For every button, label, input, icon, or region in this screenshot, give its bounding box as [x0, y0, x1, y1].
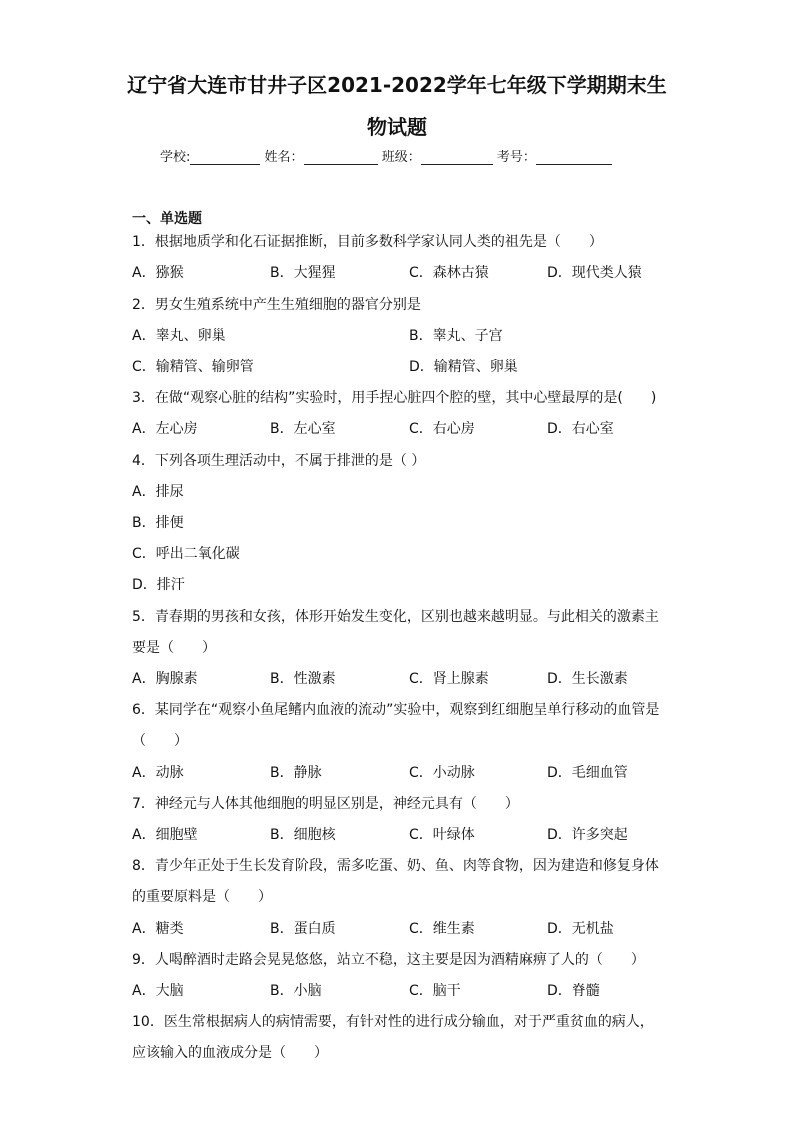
question-10-line2: 应该输入的血液成分是（ ） — [132, 1045, 328, 1061]
question-8-line2: 的重要原料是（ ） — [132, 889, 272, 905]
q2-option-d: D．输精管、卵巢 — [409, 359, 518, 375]
number-blank — [536, 150, 612, 165]
q7-option-a: A．细胞壁 — [132, 827, 198, 843]
q4-option-a: A．排尿 — [132, 484, 184, 500]
q1-option-c: C．森林古猿 — [409, 265, 489, 281]
school-blank — [190, 150, 260, 165]
q8-option-a: A．糖类 — [132, 921, 184, 937]
q6-option-b: B．静脉 — [270, 765, 322, 781]
q7-option-c: C．叶绿体 — [409, 827, 475, 843]
q1-option-d: D．现代类人猿 — [547, 265, 642, 281]
q3-option-d: D．右心室 — [547, 421, 614, 437]
q4-option-d: D．排汗 — [132, 577, 185, 593]
q5-option-b: B．性激素 — [270, 671, 336, 687]
q2-option-c: C．输精管、输卵管 — [132, 359, 254, 375]
q6-option-d: D．毛细血管 — [547, 765, 628, 781]
q6-option-c: C．小动脉 — [409, 765, 475, 781]
exam-title-line1: 辽宁省大连市甘井子区2021-2022学年七年级下学期期末生 — [127, 73, 667, 97]
number-label: 考号： — [496, 150, 536, 165]
q9-option-a: A．大脑 — [132, 983, 184, 999]
q2-option-a: A．睾丸、卵巢 — [132, 328, 226, 344]
q5-option-d: D．生长激素 — [547, 671, 628, 687]
q9-option-c: C．脑干 — [409, 983, 461, 999]
q2-option-b: B．睾丸、子宫 — [409, 328, 503, 344]
question-1: 1．根据地质学和化石证据推断，目前多数科学家认同人类的祖先是（ ） — [132, 234, 603, 250]
q3-option-b: B．左心室 — [270, 421, 336, 437]
question-10-line1: 10．医生常根据病人的病情需要，有针对性的进行成分输血，对于严重贫血的病人， — [132, 1014, 654, 1030]
q5-option-a: A．胸腺素 — [132, 671, 198, 687]
class-label: 班级： — [381, 150, 421, 165]
q4-option-c: C．呼出二氧化碳 — [132, 546, 240, 562]
q8-option-d: D．无机盐 — [547, 921, 614, 937]
q3-option-c: C．右心房 — [409, 421, 475, 437]
question-7: 7．神经元与人体其他细胞的明显区别是，神经元具有（ ） — [132, 796, 519, 812]
q7-option-b: B．细胞核 — [270, 827, 336, 843]
name-blank — [304, 150, 378, 165]
q8-option-c: C．维生素 — [409, 921, 475, 937]
question-2: 2．男女生殖系统中产生生殖细胞的器官分别是 — [132, 297, 421, 313]
question-4: 4．下列各项生理活动中，不属于排泄的是（ ） — [132, 453, 426, 469]
question-6-line2: （ ） — [132, 733, 188, 749]
q1-option-b: B．大猩猩 — [270, 265, 336, 281]
question-5-line2: 要是（ ） — [132, 640, 216, 656]
school-label: 学校: — [160, 150, 191, 165]
question-3: 3．在做“观察心脏的结构”实验时，用手捏心脏四个腔的壁，其中心壁最厚的是( ) — [132, 390, 657, 406]
q9-option-d: D．脊髓 — [547, 983, 600, 999]
q1-option-a: A．猕猴 — [132, 265, 184, 281]
class-blank — [421, 150, 493, 165]
q9-option-b: B．小脑 — [270, 983, 322, 999]
exam-title-line2: 物试题 — [367, 115, 427, 139]
question-9: 9．人喝醉酒时走路会晃晃悠悠，站立不稳，这主要是因为酒精麻痹了人的（ ） — [132, 952, 645, 968]
question-6-line1: 6．某同学在“观察小鱼尾鳍内血液的流动”实验中，观察到红细胞呈单行移动的血管是 — [132, 702, 660, 718]
name-label: 姓名： — [264, 150, 304, 165]
q7-option-d: D．许多突起 — [547, 827, 628, 843]
question-5-line1: 5．青春期的男孩和女孩，体形开始发生变化，区别也越来越明显。与此相关的激素主 — [132, 609, 659, 625]
student-info-row — [160, 146, 612, 165]
question-8-line1: 8．青少年正处于生长发育阶段，需多吃蛋、奶、鱼、肉等食物，因为建造和修复身体 — [132, 858, 659, 874]
section-heading: 一、单选题 — [132, 211, 202, 227]
q6-option-a: A．动脉 — [132, 765, 184, 781]
q4-option-b: B．排便 — [132, 515, 184, 531]
q3-option-a: A．左心房 — [132, 421, 198, 437]
q8-option-b: B．蛋白质 — [270, 921, 336, 937]
q5-option-c: C．肾上腺素 — [409, 671, 489, 687]
